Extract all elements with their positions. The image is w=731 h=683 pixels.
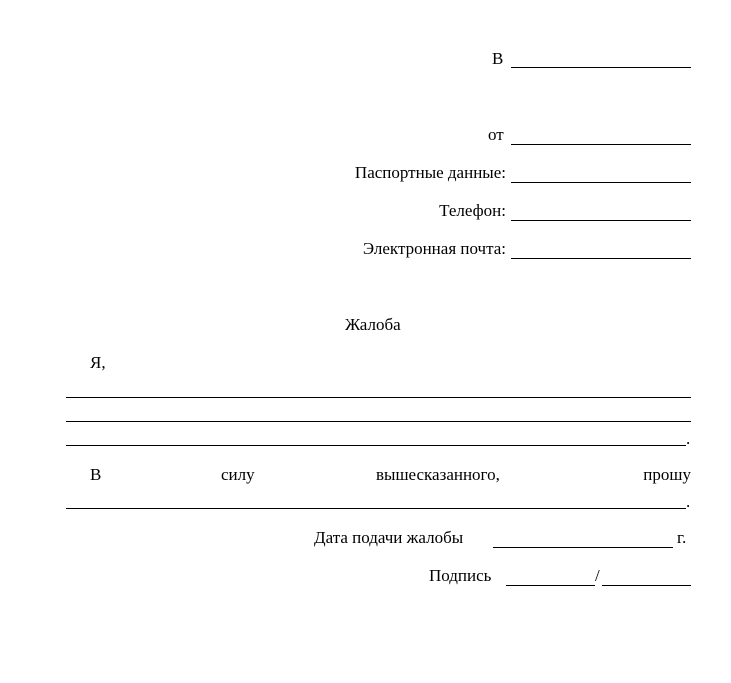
request-word-3: вышесказанного, bbox=[376, 465, 500, 484]
phone-field-line[interactable] bbox=[511, 220, 691, 221]
signature-label: Подпись bbox=[429, 566, 492, 585]
complaint-line-1[interactable] bbox=[66, 397, 691, 398]
complaint-line-2[interactable] bbox=[66, 421, 691, 422]
signature-name-line[interactable] bbox=[602, 585, 691, 586]
email-field-line[interactable] bbox=[511, 258, 691, 259]
passport-label: Паспортные данные: bbox=[354, 163, 506, 182]
request-word-2: силу bbox=[221, 465, 255, 484]
complaint-period: . bbox=[686, 429, 691, 448]
request-period: . bbox=[686, 492, 691, 511]
to-label: В bbox=[492, 49, 504, 68]
year-suffix: г. bbox=[677, 528, 687, 547]
date-label: Дата подачи жалобы bbox=[314, 528, 464, 547]
request-word-4: прошу bbox=[643, 465, 691, 484]
request-word-1: В bbox=[90, 465, 102, 484]
to-field-line[interactable] bbox=[511, 67, 691, 68]
passport-field-line[interactable] bbox=[511, 182, 691, 183]
from-label: от bbox=[488, 125, 504, 144]
document-title: Жалоба bbox=[345, 315, 401, 334]
date-field-line[interactable] bbox=[493, 547, 673, 548]
request-line[interactable] bbox=[66, 508, 686, 509]
intro-text: Я, bbox=[90, 353, 106, 372]
signature-separator: / bbox=[595, 566, 600, 585]
from-field-line[interactable] bbox=[511, 144, 691, 145]
signature-field-line[interactable] bbox=[506, 585, 595, 586]
phone-label: Телефон: bbox=[439, 201, 506, 220]
complaint-line-3[interactable] bbox=[66, 445, 686, 446]
email-label: Электронная почта: bbox=[362, 239, 506, 258]
